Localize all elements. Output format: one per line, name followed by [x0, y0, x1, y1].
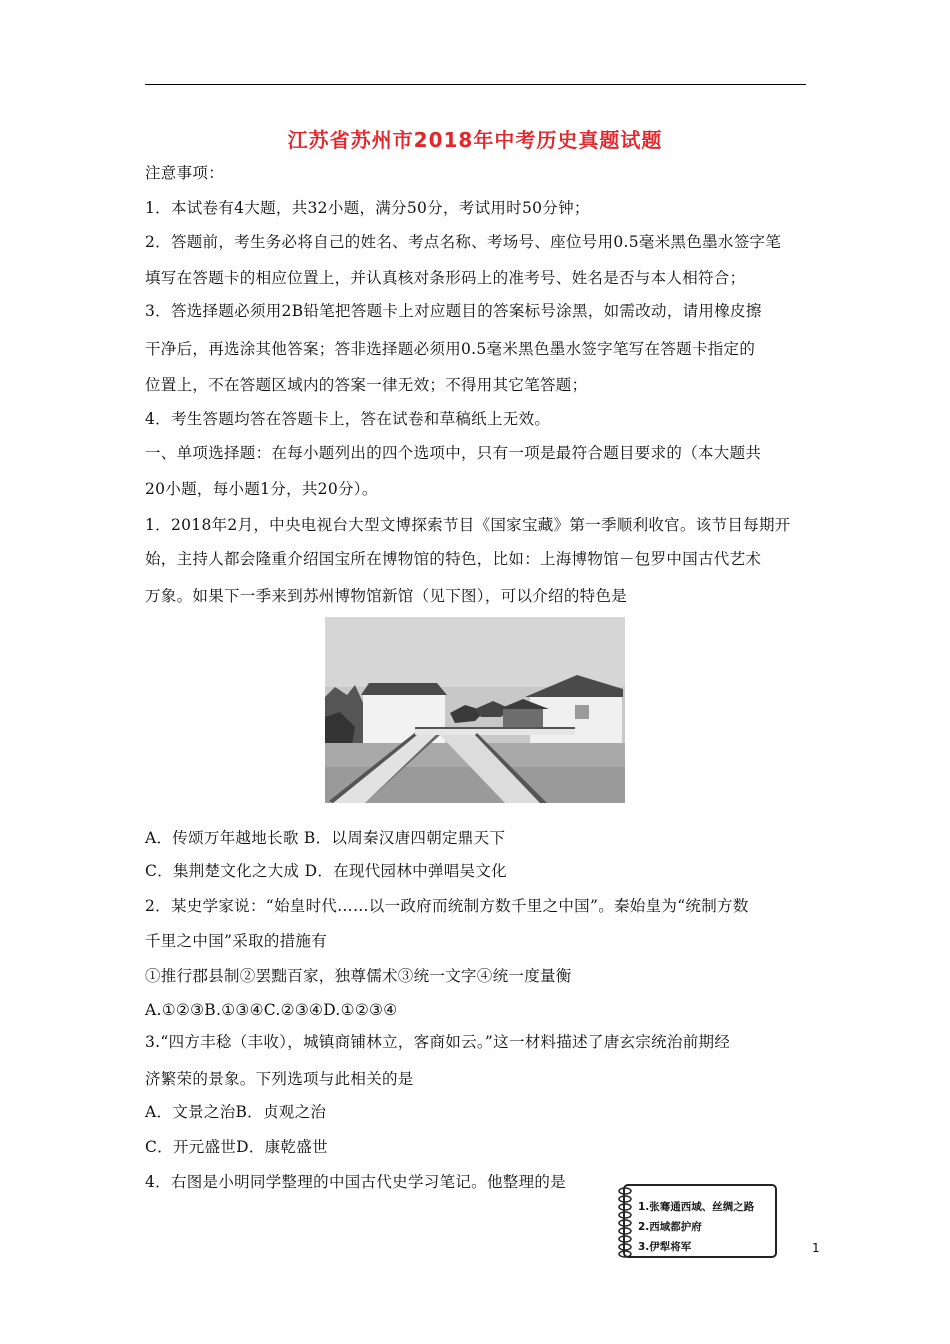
question-2-items: ①推行郡县制②罢黜百家，独尊儒术③统一文字④统一度量衡 [145, 967, 572, 985]
question-3-stem: 3.“四方丰稔（丰收），城镇商铺林立，客商如云。”这一材料描述了唐玄宗统治前期经 [145, 1033, 731, 1051]
notice-item: 填写在答题卡的相应位置上，并认真核对条形码上的准考号、姓名是否与本人相符合； [145, 269, 746, 287]
notice-item: 位置上，不在答题区域内的答案一律无效；不得用其它笔答题； [145, 376, 588, 394]
question-3-options: C．开元盛世D．康乾盛世 [145, 1138, 328, 1156]
notice-item: 1．本试卷有4大题，共32小题，满分50分，考试用时50分钟； [145, 199, 590, 217]
question-3-options: A．文景之治B．贞观之治 [145, 1103, 327, 1121]
question-4-stem: 4．右图是小明同学整理的中国古代史学习笔记。他整理的是 [145, 1173, 566, 1191]
suzhou-museum-photo [325, 617, 625, 803]
notice-heading: 注意事项： [145, 164, 225, 182]
notice-item: 2．答题前，考生务必将自己的姓名、考点名称、考场号、座位号用0.5毫米黑色墨水签字笔 [145, 233, 782, 251]
question-2-options: A.①②③B.①③④C.②③④D.①②③④ [145, 1001, 398, 1019]
study-note-card [612, 1182, 780, 1260]
section-heading: 一、单项选择题：在每小题列出的四个选项中，只有一项是最符合题目要求的（本大题共 [145, 444, 762, 462]
notice-item: 干净后，再选涂其他答案；答非选择题必须用0.5毫米黑色墨水签字笔写在答题卡指定的 [145, 340, 756, 358]
question-3-stem: 济繁荣的景象。下列选项与此相关的是 [145, 1070, 414, 1088]
notice-item: 4．考生答题均答在答题卡上，答在试卷和草稿纸上无效。 [145, 410, 551, 428]
notice-item: 3．答选择题必须用2B铅笔把答题卡上对应题目的答案标号涂黑，如需改动，请用橡皮擦 [145, 302, 762, 320]
question-1-stem: 1．2018年2月，中央电视台大型文博探索节目《国家宝藏》第一季顺利收官。该节目每期开 [145, 516, 791, 534]
question-1-options: A．传颂万年越地长歌 B．以周秦汉唐四朝定鼎天下 [145, 829, 506, 847]
question-1-stem: 始，主持人都会隆重介绍国宝所在博物馆的特色，比如：上海博物馆－包罗中国古代艺术 [145, 550, 762, 568]
section-heading: 20小题，每小题1分，共20分）。 [145, 480, 378, 498]
question-1-options: C．集荆楚文化之大成 D．在现代园林中弹唱吴文化 [145, 862, 507, 880]
page-number: 1 [812, 1241, 820, 1255]
question-1-stem: 万象。如果下一季来到苏州博物馆新馆（见下图），可以介绍的特色是 [145, 587, 628, 605]
question-2-stem: 千里之中国”采取的措施有 [145, 932, 328, 950]
question-2-stem: 2．某史学家说：“始皇时代……以一政府而统制方数千里之中国”。秦始皇为“统制方数 [145, 897, 749, 915]
note-item: 3.伊犁将军 [638, 1241, 692, 1253]
header-rule [145, 84, 806, 85]
page-title: 江苏省苏州市2018年中考历史真题试题 [287, 128, 663, 152]
note-item: 1.张骞通西域、丝绸之路 [638, 1201, 755, 1213]
note-item: 2.西域都护府 [638, 1221, 702, 1233]
